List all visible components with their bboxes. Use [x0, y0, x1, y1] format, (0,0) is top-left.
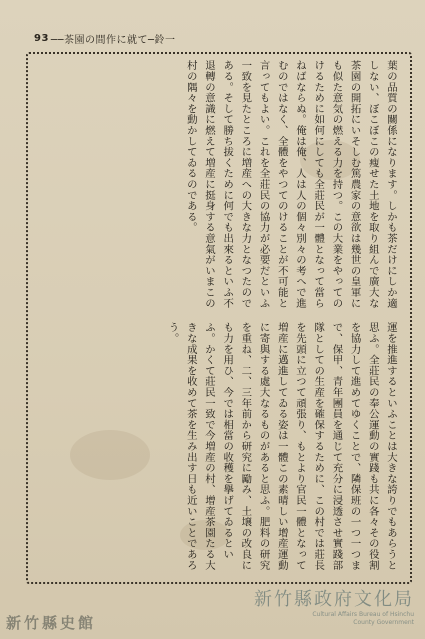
archive-logo: 新竹縣史館: [6, 614, 97, 632]
watermark-title: 新竹縣政府文化局: [254, 589, 414, 610]
chapter-title: ──茶園の間作に就て─鈴一: [50, 34, 176, 46]
page-header: [34, 29, 405, 47]
watermark-subtitle-2: County Government: [353, 619, 414, 626]
text-block-upper: 葉の品質の關係になります。しかも茶だけにしか適しない、ぼこぼこの瘦せた土地を取り組んで廣大な茶園の開拓にいそしむ篤農家の意欲は幾世の皇軍にも似た意気の燃える力を持つ。この大業をやってのけるために如何にしても全莊民が一體となって當らねばならぬ。俺は俺、人は人の個々別々の考へで進むのではなく、全體をやつてのけることが不可能と言ってもよい。これを全莊民の協力が必要だといふ一致を見たところに増産への大きな力となつたのである。そして勝ち拔くために何でも出來るといふ不退轉の意識に燃えて増産に挺身する意氣がいまこの村の隅々を動かしてゐるのである。: [184, 60, 397, 309]
archive-watermark: [238, 585, 418, 633]
watermark-subtitle-1: Cultural Affairs Bureau of Hsinchu: [312, 611, 414, 618]
page-number: 93: [34, 32, 49, 44]
body-text-area: [34, 60, 400, 575]
text-block-lower: 運を推進するといふことは大きな誇りでもあらうと思ふ。全莊民の奉公運動の實踐も共に各々その役割を協力して進めてゆくことで、隣保班の一つ一つまで、保甲、青年團員を通じて充分に浸透させ實踐部隊としての生産を確保するために、この村では莊長を先頭に立つて頑張り、もとより官民一體となって増産に邁進してゐる姿は一體この素晴しい增産運動に寄與する處大なるものがあると思ふ。肥料の研究を重ね、二、三年前から研究に勵み、土壌の改良にも力を用ひ、今では相當の收穫を擧げてゐるといふ。かくて莊民一致で今増産の村、增産茶園たる大きな成果を收めて茶を生み出す日も近いことであろう。: [166, 322, 397, 571]
